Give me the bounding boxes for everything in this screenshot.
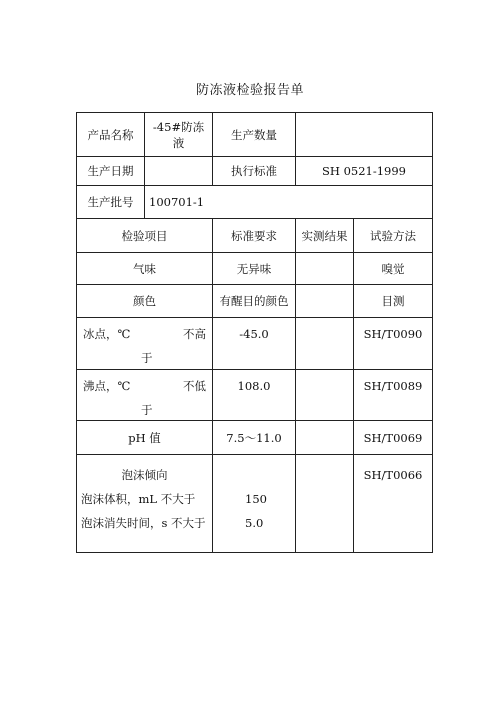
boiling-result [296, 370, 354, 421]
freezing-item-limit: 不高 [183, 327, 206, 341]
row-batch [77, 186, 433, 219]
foam-req-time: 5.0 [245, 516, 264, 530]
header-requirement: 标准要求 [213, 219, 296, 253]
foam-requirement [213, 455, 296, 553]
standard-label: 执行标准 [213, 157, 296, 186]
product-name-label: 产品名称 [77, 113, 145, 157]
ph-item: pH 值 [77, 421, 213, 455]
row-foam-tendency [77, 455, 433, 553]
row-color [77, 285, 433, 318]
foam-req-volume: 150 [245, 492, 267, 506]
row-ph [77, 421, 433, 455]
foam-item-time: 泡沫消失时间，s 不大于 [81, 516, 206, 530]
odor-item: 气味 [77, 253, 213, 285]
date-label: 生产日期 [77, 157, 145, 186]
foam-method [354, 455, 433, 553]
ph-requirement: 7.5～11.0 [213, 421, 296, 455]
foam-item-title: 泡沫倾向 [121, 468, 168, 482]
foam-method-text: SH/T0066 [363, 468, 423, 482]
date-value [145, 157, 213, 186]
freezing-method: SH/T0090 [354, 318, 433, 370]
product-name-value: -45#防冻液 [145, 113, 213, 157]
foam-item [77, 455, 213, 553]
row-boiling-point [77, 370, 433, 421]
odor-result [296, 253, 354, 285]
boiling-item-label: 沸点，℃ [83, 379, 131, 393]
report-title: 防冻液检验报告单 [195, 83, 304, 98]
foam-result [296, 455, 354, 553]
header-method: 试验方法 [354, 219, 433, 253]
freezing-result [296, 318, 354, 370]
boiling-item [77, 370, 213, 421]
standard-value: SH 0521-1999 [296, 157, 433, 186]
quantity-label: 生产数量 [213, 113, 296, 157]
boiling-requirement: 108.0 [213, 370, 296, 421]
batch-label: 生产批号 [77, 186, 145, 219]
batch-value: 100701-1 [145, 186, 433, 219]
freezing-item-label: 冰点，℃ [83, 327, 131, 341]
row-freezing-point [77, 318, 433, 370]
freezing-item-wrap: 于 [141, 351, 153, 365]
boiling-item-limit: 不低 [183, 379, 206, 393]
row-odor [77, 253, 433, 285]
foam-item-volume: 泡沫体积，mL 不大于 [81, 492, 196, 506]
header-result: 实测结果 [296, 219, 354, 253]
odor-method: 嗅觉 [354, 253, 433, 285]
odor-requirement: 无异味 [213, 253, 296, 285]
boiling-item-wrap: 于 [141, 403, 153, 417]
freezing-requirement: -45.0 [213, 318, 296, 370]
color-item: 颜色 [77, 285, 213, 318]
color-requirement: 有醒目的颜色 [213, 285, 296, 318]
header-item: 检验项目 [77, 219, 213, 253]
inspection-report-table [76, 112, 433, 553]
ph-result [296, 421, 354, 455]
row-production-date [77, 157, 433, 186]
boiling-method: SH/T0089 [354, 370, 433, 421]
row-product-name [77, 113, 433, 157]
ph-method: SH/T0069 [354, 421, 433, 455]
row-headers [77, 219, 433, 253]
quantity-value [296, 113, 433, 157]
freezing-item [77, 318, 213, 370]
color-method: 目测 [354, 285, 433, 318]
color-result [296, 285, 354, 318]
